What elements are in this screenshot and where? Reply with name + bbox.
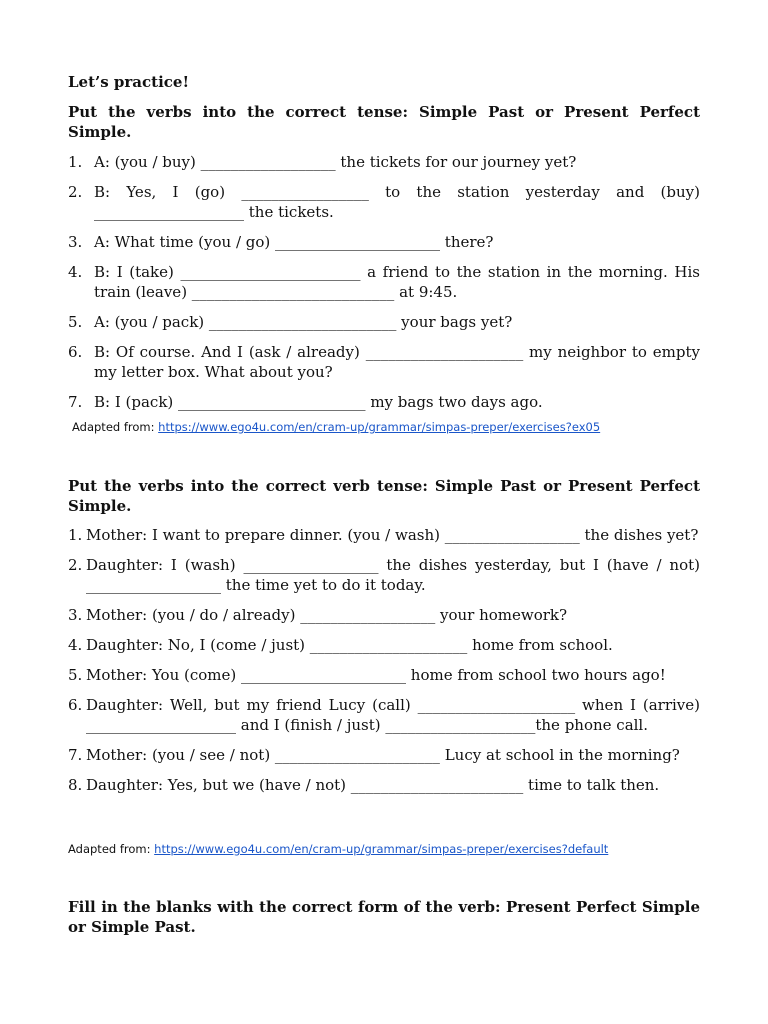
list-item <box>68 312 700 332</box>
source-label: Adapted from: <box>72 420 159 434</box>
item-text: Daughter: I (wash) __________________ the dishes yesterday, but I (have / not) __________________ the time yet to do it today. <box>86 556 700 594</box>
list-item <box>68 152 700 172</box>
section1-source <box>72 420 600 434</box>
list-item <box>68 232 700 252</box>
item-text: Mother: I want to prepare dinner. (you / wash) __________________ the dishes yet? <box>86 526 699 544</box>
item-text: Mother: (you / see / not) ______________________ Lucy at school in the morning? <box>86 746 680 764</box>
source-label: Adapted from: <box>68 842 155 856</box>
page-title: Let’s practice! <box>68 73 190 91</box>
item-text: B: Of course. And I (ask / already) _____________________ my neighbor to empty my letter box. What about you? <box>94 343 700 381</box>
item-text: B: I (pack) _________________________ my bags two days ago. <box>94 393 543 411</box>
item-text: A: (you / pack) _________________________ your bags yet? <box>94 313 513 331</box>
list-item <box>68 342 700 382</box>
item-number: 7. <box>68 393 83 411</box>
list-item <box>68 262 700 302</box>
list-item <box>68 745 700 765</box>
item-number: 7. <box>68 746 83 764</box>
item-number: 4. <box>68 263 83 281</box>
list-item <box>68 392 700 412</box>
list-item <box>68 605 700 625</box>
source-link[interactable]: https://www.ego4u.com/en/cram-up/grammar/simpas-preper/exercises?ex05 <box>158 420 601 434</box>
item-number: 4. <box>68 636 83 654</box>
item-number: 6. <box>68 343 83 361</box>
item-number: 5. <box>68 313 83 331</box>
section1-exercise-list <box>68 152 700 422</box>
item-number: 5. <box>68 666 83 684</box>
item-text: B: I (take) ________________________ a friend to the station in the morning. His train (leave) ___________________________ at 9:45. <box>94 263 700 301</box>
section2-source <box>68 842 608 856</box>
item-number: 6. <box>68 696 83 714</box>
item-text: Mother: (you / do / already) __________________ your homework? <box>86 606 568 624</box>
list-item <box>68 182 700 222</box>
item-number: 2. <box>68 183 83 201</box>
list-item <box>68 635 700 655</box>
list-item <box>68 665 700 685</box>
section3-heading: Fill in the blanks with the correct form of the verb: Present Perfect Simple or Simple Past. <box>68 898 700 936</box>
item-text: A: (you / buy) __________________ the tickets for our journey yet? <box>94 153 577 171</box>
item-text: Daughter: Yes, but we (have / not) _______________________ time to talk then. <box>86 776 660 794</box>
item-number: 1. <box>68 526 83 544</box>
item-number: 3. <box>68 233 83 251</box>
item-text: A: What time (you / go) ______________________ there? <box>94 233 494 251</box>
item-text: B: Yes, I (go) _________________ to the station yesterday and (buy) ____________________ the tickets. <box>94 183 700 221</box>
item-text: Daughter: No, I (come / just) _____________________ home from school. <box>86 636 613 654</box>
section2-heading: Put the verbs into the correct verb tense: Simple Past or Present Perfect Simple. <box>68 477 700 515</box>
item-number: 3. <box>68 606 83 624</box>
item-text: Mother: You (come) ______________________ home from school two hours ago! <box>86 666 666 684</box>
list-item <box>68 775 700 795</box>
section2-exercise-list <box>68 525 700 805</box>
list-item <box>68 695 700 735</box>
list-item <box>68 525 700 545</box>
item-text: Daughter: Well, but my friend Lucy (call) _____________________ when I (arrive) ____________________ and I (finish / just) ____________________the phone call. <box>86 696 700 734</box>
source-link[interactable]: https://www.ego4u.com/en/cram-up/grammar/simpas-preper/exercises?default <box>154 842 609 856</box>
item-number: 2. <box>68 556 83 574</box>
section1-heading: Put the verbs into the correct tense: Simple Past or Present Perfect Simple. <box>68 103 700 141</box>
list-item <box>68 555 700 595</box>
item-number: 1. <box>68 153 83 171</box>
item-number: 8. <box>68 776 83 794</box>
